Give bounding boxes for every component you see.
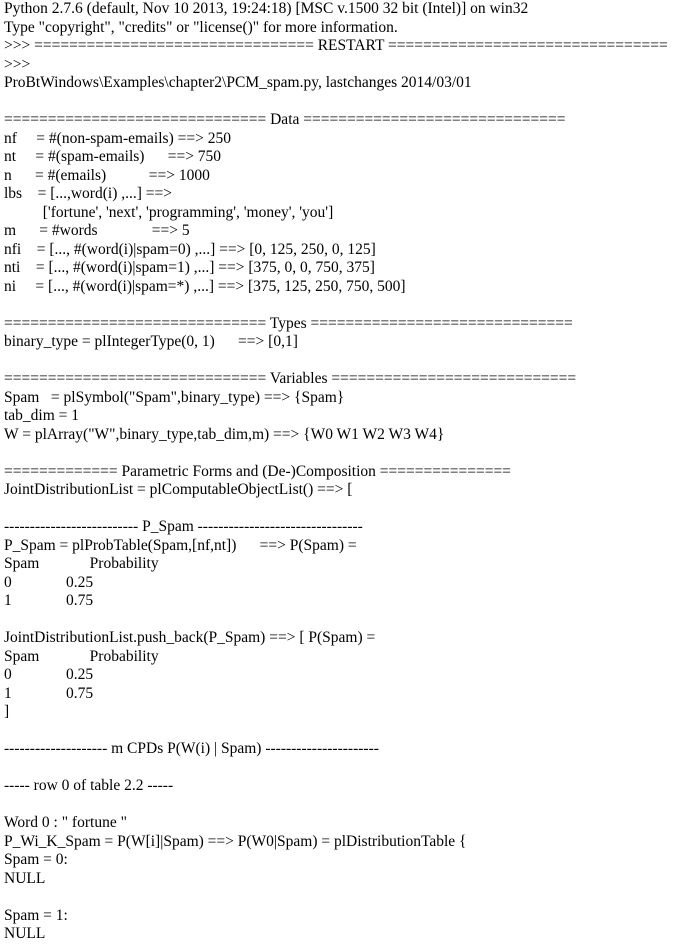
console-line: Spam = plSymbol("Spam",binary_type) ==> {Spam} [4,388,345,406]
console-line: -------------------- m CPDs P(W(i) | Spam) ---------------------- [4,740,379,757]
console-line: binary_type = plIntegerType(0, 1) ==> [0,1] [4,333,298,350]
console-line: P_Wi_K_Spam = P(W[i]|Spam) ==> P(W0|Spam) = plDistributionTable { [4,832,467,850]
console-line: ============================== Variables ============================ [4,370,577,387]
console-line: ProBtWindows\Examples\chapter2\PCM_spam.py, lastchanges 2014/03/01 [4,74,472,91]
console-line: lbs = [...,word(i) ,...] ==> [4,185,172,202]
console-line: Python 2.7.6 (default, Nov 10 2013, 19:24:18) [MSC v.1500 32 bit (Intel)] on win32 [4,0,529,17]
console-line: ============================== Data ============================== [4,111,566,128]
console-line: -------------------------- P_Spam -------------------------------- [4,518,363,535]
console-line: Word 0 : " fortune " [4,814,127,831]
console-line: NULL [4,869,46,887]
python-shell-output[interactable] [4,0,680,947]
console-line: ============================== Types ============================== [4,314,573,332]
console-line: n = #(emails) ==> 1000 [4,166,210,184]
console-line: ] [4,703,10,720]
console-line: nf = #(non-spam-emails) ==> 250 [4,129,231,147]
console-line: Spam Probability [4,647,159,665]
console-line: 1 0.75 [4,684,94,702]
console-line [4,444,680,463]
console-line: ['fortune', 'next', 'programming', 'money', 'you'] [4,203,334,221]
console-line: nfi = [..., #(word(i)|spam=0) ,...] ==> [0, 125, 250, 0, 125] [4,240,376,258]
console-line [4,759,680,778]
console-line: JointDistributionList.push_back(P_Spam) ==> [ P(Spam) = [4,629,376,646]
console-line: 0 0.25 [4,666,94,683]
console-line: nt = #(spam-emails) ==> 750 [4,148,222,165]
console-line [4,888,680,907]
console-line [4,93,680,112]
console-line: NULL [4,925,46,942]
console-line: Type "copyright", "credits" or "license()" for more information. [4,18,398,36]
console-line [4,500,680,519]
console-line [4,796,680,815]
console-line [4,352,680,371]
console-line: W = plArray("W",binary_type,tab_dim,m) ==> {W0 W1 W2 W3 W4} [4,425,445,443]
console-line: 1 0.75 [4,592,94,609]
console-line: nti = [..., #(word(i)|spam=1) ,...] ==> [375, 0, 0, 750, 375] [4,259,375,276]
console-line: ----- row 0 of table 2.2 ----- [4,777,174,794]
console-line: Spam = 1: [4,906,68,924]
console-line: >>> ================================ RESTART ================================ [4,37,668,54]
console-line: ============= Parametric Forms and (De-)Composition =============== [4,462,511,480]
console-line: m = #words ==> 5 [4,222,190,239]
console-line: P_Spam = plProbTable(Spam,[nf,nt]) ==> P(Spam) = [4,536,357,554]
console-line: tab_dim = 1 [4,407,80,424]
console-line: ni = [..., #(word(i)|spam=*) ,...] ==> [375, 125, 250, 750, 500] [4,277,406,295]
console-line: 0 0.25 [4,573,94,591]
console-line [4,296,680,315]
console-line: Spam = 0: [4,851,68,868]
console-line: Spam Probability [4,555,159,572]
console-line [4,722,680,741]
console-line [4,611,680,630]
console-line: >>> [4,55,35,73]
console-line: JointDistributionList = plComputableObjectList() ==> [ [4,481,353,498]
